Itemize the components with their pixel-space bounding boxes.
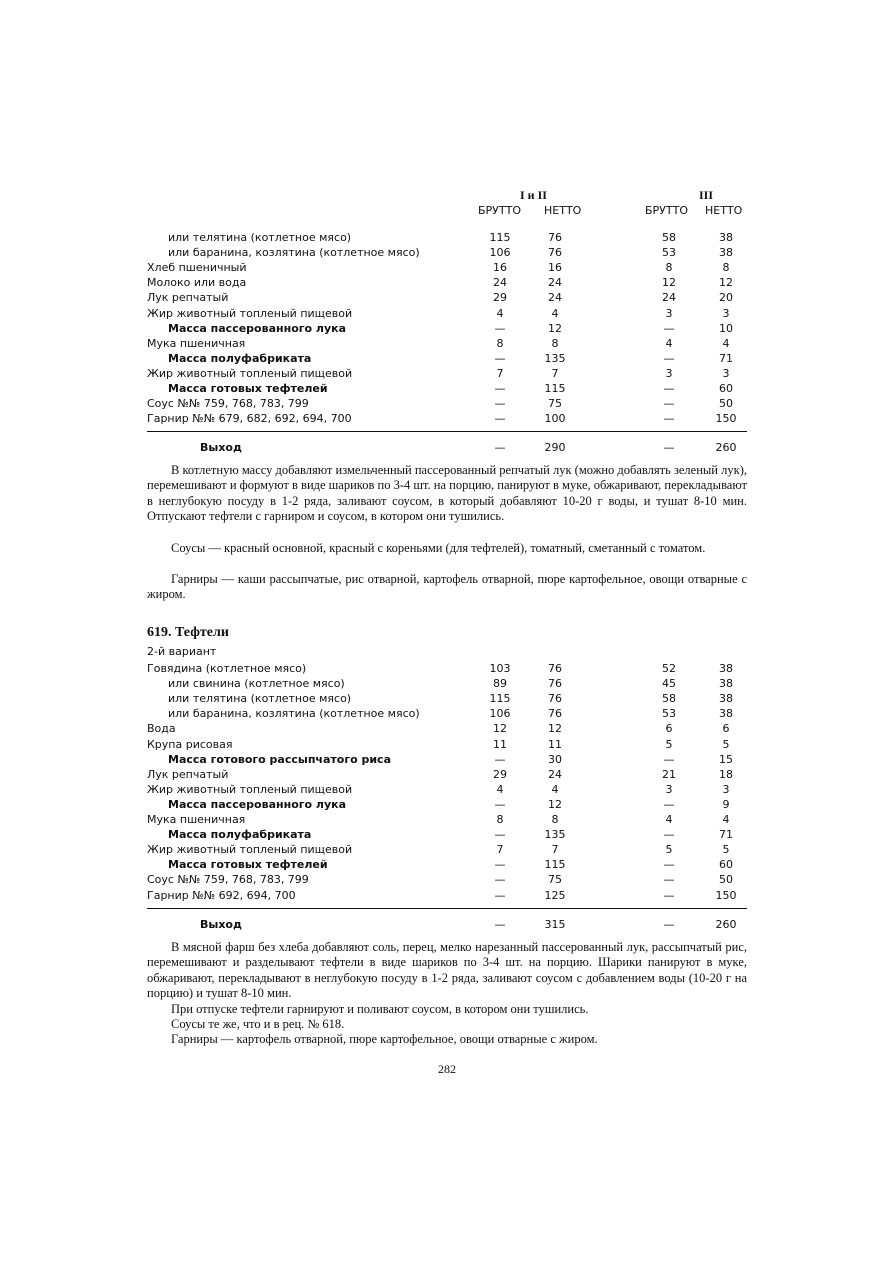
ingredient-name: или баранина, козлятина (котлетное мясо) bbox=[168, 707, 420, 721]
ingredient-name: Вода bbox=[147, 722, 176, 736]
cell: 135 bbox=[544, 351, 566, 365]
cell: 60 bbox=[719, 382, 733, 395]
cell: 12 bbox=[548, 321, 562, 335]
ingredient-name: или телятина (котлетное мясо) bbox=[168, 692, 352, 706]
column-brutto-1: БРУТТО bbox=[478, 204, 521, 217]
cell: 38 bbox=[719, 677, 733, 691]
ingredient-name: Жир животный топленый пищевой bbox=[147, 782, 353, 796]
ingredient-name: Жир животный топленый пищевой bbox=[147, 843, 353, 857]
cell: 38 bbox=[719, 246, 733, 260]
table-row bbox=[0, 812, 893, 827]
column-brutto-2: БРУТТО bbox=[645, 204, 688, 217]
recipe-variant: 2-й вариант bbox=[147, 645, 217, 658]
cell: 58 bbox=[662, 231, 676, 244]
ingredient-name: Крупа рисовая bbox=[147, 737, 233, 751]
cell: 315 bbox=[544, 918, 566, 931]
cell: — bbox=[494, 858, 506, 872]
sauces-paragraph: Соусы — красный основной, красный с кореньями (для тефтелей), томатный, сметанный с томатом. bbox=[171, 541, 706, 555]
table-row bbox=[0, 872, 893, 887]
cell: 75 bbox=[548, 397, 562, 411]
cell: 71 bbox=[719, 828, 733, 842]
recipe-title: 619. Тефтели bbox=[147, 625, 229, 640]
cell: 58 bbox=[662, 692, 676, 706]
cell: 9 bbox=[722, 797, 730, 811]
cell: 106 bbox=[489, 707, 511, 721]
cell: 5 bbox=[722, 843, 730, 857]
cell: 6 bbox=[665, 722, 673, 736]
method-paragraph: В мясной фарш без хлеба добавляют соль, перец, мелко нарезанный пассерованный лук, рассыпчатый рис, перемешивают и разделывают тефтели в виде шариков по 3-4 шт. на порцию. Шарики панируют в муке, обжаривают, перекладывают в неглубокую посуду в 1-2 ряда, заливают соусом с добавлением воды (10-20 г на порцию) и тушат 8-10 мин. bbox=[147, 940, 747, 1000]
cell: 3 bbox=[722, 306, 730, 320]
ingredient-name: или баранина, козлятина (котлетное мясо) bbox=[168, 246, 420, 260]
cell: 10 bbox=[719, 321, 733, 335]
ingredient-name: Гарнир №№ 679, 682, 692, 694, 700 bbox=[147, 412, 352, 426]
cell: — bbox=[663, 797, 675, 811]
cell: — bbox=[663, 918, 675, 931]
ingredient-name: Лук репчатый bbox=[147, 767, 229, 781]
ingredient-name: Масса пассерованного лука bbox=[168, 321, 347, 335]
column-netto-1: НЕТТО bbox=[544, 204, 582, 217]
cell: 150 bbox=[715, 412, 737, 426]
cell: — bbox=[494, 797, 506, 811]
table-row bbox=[0, 661, 893, 676]
cell: 21 bbox=[662, 767, 676, 781]
cell: 135 bbox=[544, 828, 566, 842]
cell: 7 bbox=[496, 843, 504, 857]
cell: 24 bbox=[493, 276, 507, 290]
ingredient-name: Соус №№ 759, 768, 783, 799 bbox=[147, 397, 309, 411]
cell: 45 bbox=[662, 677, 676, 691]
table-row bbox=[0, 752, 893, 767]
table-row bbox=[0, 721, 893, 736]
cell: 3 bbox=[665, 782, 673, 796]
cell: — bbox=[663, 858, 675, 872]
ingredient-name: Соус №№ 759, 768, 783, 799 bbox=[147, 873, 309, 887]
cell: 5 bbox=[665, 843, 673, 857]
output-label: Выход bbox=[200, 918, 242, 931]
cell: 260 bbox=[715, 918, 737, 931]
cell: — bbox=[494, 918, 506, 931]
cell: 4 bbox=[722, 813, 730, 826]
cell: 76 bbox=[548, 677, 562, 691]
cell: 60 bbox=[719, 858, 733, 872]
ingredient-name: или свинина (котлетное мясо) bbox=[168, 677, 345, 691]
cell: — bbox=[663, 351, 675, 365]
cell: 103 bbox=[489, 662, 511, 675]
cell: — bbox=[494, 752, 506, 766]
cell: 30 bbox=[548, 752, 562, 766]
cell: 29 bbox=[493, 767, 507, 781]
cell: 38 bbox=[719, 692, 733, 706]
cell: — bbox=[494, 321, 506, 335]
cell: 76 bbox=[548, 246, 562, 260]
ingredient-name: Масса пассерованного лука bbox=[168, 797, 347, 811]
cell: 38 bbox=[719, 662, 733, 675]
column-group-iii: III bbox=[699, 188, 714, 202]
ingredient-name: или телятина (котлетное мясо) bbox=[168, 231, 352, 244]
cell: 8 bbox=[722, 261, 730, 275]
table-row bbox=[0, 827, 893, 842]
table-row bbox=[0, 676, 893, 691]
cell: 5 bbox=[722, 737, 730, 751]
cell: 7 bbox=[551, 843, 559, 857]
cell: 52 bbox=[662, 662, 676, 675]
cell: 29 bbox=[493, 291, 507, 305]
cell: — bbox=[663, 321, 675, 335]
cell: 16 bbox=[548, 261, 562, 275]
cell: — bbox=[494, 351, 506, 365]
cell: — bbox=[663, 752, 675, 766]
cell: 53 bbox=[662, 707, 676, 721]
cell: 89 bbox=[493, 677, 507, 691]
cell: 75 bbox=[548, 873, 562, 887]
cell: 7 bbox=[551, 366, 559, 380]
cell: 100 bbox=[544, 412, 566, 426]
cell: 3 bbox=[722, 366, 730, 380]
cell: 8 bbox=[551, 813, 559, 826]
cell: — bbox=[494, 441, 506, 454]
ingredient-name: Масса готового рассыпчатого риса bbox=[168, 752, 392, 766]
cell: 3 bbox=[665, 366, 673, 380]
cell: 11 bbox=[493, 737, 507, 751]
garnish-paragraph: Гарниры — картофель отварной, пюре картофельное, овощи отварные с жиром. bbox=[171, 1032, 598, 1046]
ingredient-name: Говядина (котлетное мясо) bbox=[147, 662, 307, 675]
cell: 12 bbox=[493, 722, 507, 736]
sauces-paragraph: Соусы те же, что и в рец. № 618. bbox=[171, 1017, 345, 1031]
cell: 106 bbox=[489, 246, 511, 260]
ingredient-name: Масса полуфабриката bbox=[168, 351, 312, 365]
cell: — bbox=[663, 441, 675, 454]
cell: 12 bbox=[719, 276, 733, 290]
cell: — bbox=[494, 382, 506, 395]
cell: 76 bbox=[548, 692, 562, 706]
ingredient-name: Гарнир №№ 692, 694, 700 bbox=[147, 888, 296, 902]
cell: 290 bbox=[544, 441, 566, 454]
cell: — bbox=[494, 828, 506, 842]
table-row bbox=[0, 888, 893, 903]
cell: 4 bbox=[496, 782, 504, 796]
cell: — bbox=[663, 888, 675, 902]
cell: — bbox=[494, 412, 506, 426]
column-netto-2: НЕТТО bbox=[705, 204, 743, 217]
cell: 24 bbox=[548, 767, 562, 781]
cell: 12 bbox=[662, 276, 676, 290]
output-label: Выход bbox=[200, 441, 242, 454]
cell: 50 bbox=[719, 873, 733, 887]
cell: 6 bbox=[722, 722, 730, 736]
cell: 115 bbox=[489, 692, 511, 706]
table-row bbox=[0, 691, 893, 706]
cell: 3 bbox=[665, 306, 673, 320]
ingredient-name: Мука пшеничная bbox=[147, 813, 246, 826]
cell: — bbox=[663, 828, 675, 842]
cell: 38 bbox=[719, 231, 733, 244]
cell: 24 bbox=[548, 291, 562, 305]
ingredient-name: Масса готовых тефтелей bbox=[168, 858, 328, 872]
column-group-i-ii: I и II bbox=[520, 188, 547, 202]
cell: 20 bbox=[719, 291, 733, 305]
cell: — bbox=[663, 873, 675, 887]
cell: 260 bbox=[715, 441, 737, 454]
cell: 53 bbox=[662, 246, 676, 260]
cell: 8 bbox=[551, 336, 559, 350]
cell: 76 bbox=[548, 707, 562, 721]
cell: 7 bbox=[496, 366, 504, 380]
cell: 24 bbox=[548, 276, 562, 290]
cell: 71 bbox=[719, 351, 733, 365]
garnish-paragraph: Гарниры — каши рассыпчатые, рис отварной, картофель отварной, пюре картофельное, овощи отварные с жиром. bbox=[147, 572, 747, 602]
cell: 38 bbox=[719, 707, 733, 721]
cell: 18 bbox=[719, 767, 733, 781]
cell: — bbox=[663, 397, 675, 411]
ingredient-name: Хлеб пшеничный bbox=[147, 261, 247, 275]
cell: 12 bbox=[548, 797, 562, 811]
ingredient-name: Масса готовых тефтелей bbox=[168, 382, 328, 395]
cell: 125 bbox=[544, 888, 566, 902]
cell: — bbox=[494, 397, 506, 411]
cell: 16 bbox=[493, 261, 507, 275]
cell: 4 bbox=[551, 782, 559, 796]
table-row bbox=[0, 767, 893, 782]
cell: 4 bbox=[665, 336, 673, 350]
cell: 76 bbox=[548, 231, 562, 244]
cell: — bbox=[663, 382, 675, 395]
cell: 4 bbox=[722, 336, 730, 350]
cell: 8 bbox=[665, 261, 673, 275]
cell: 76 bbox=[548, 662, 562, 675]
table-rule bbox=[147, 908, 747, 909]
cell: — bbox=[494, 873, 506, 887]
cell: 15 bbox=[719, 752, 733, 766]
cell: 115 bbox=[544, 858, 566, 872]
cell: 5 bbox=[665, 737, 673, 751]
cell: 115 bbox=[489, 231, 511, 244]
table-row bbox=[0, 737, 893, 752]
cell: 3 bbox=[722, 782, 730, 796]
cell: 4 bbox=[496, 306, 504, 320]
ingredient-name: Жир животный топленый пищевой bbox=[147, 306, 353, 320]
ingredient-name: Жир животный топленый пищевой bbox=[147, 366, 353, 380]
cell: 12 bbox=[548, 722, 562, 736]
cell: 11 bbox=[548, 737, 562, 751]
page-number: 282 bbox=[438, 1062, 456, 1076]
ingredient-name: Мука пшеничная bbox=[147, 336, 246, 350]
cell: 8 bbox=[496, 813, 504, 826]
table-row bbox=[0, 857, 893, 872]
cell: 4 bbox=[551, 306, 559, 320]
table-row bbox=[0, 842, 893, 857]
cell: 50 bbox=[719, 397, 733, 411]
table-row bbox=[0, 782, 893, 797]
table-row bbox=[0, 797, 893, 812]
method-paragraph: В котлетную массу добавляют измельченный пассерованный репчатый лук (можно добавлять зеленый лук), перемешивают и формуют в виде шариков по 3-4 шт. на порцию, панируют в муке, обжаривают, перекладывают в неглубокую посуду в 1-2 ряда, заливают соусом, в который добавляют 10-20 г воды, и тушат 8-10 мин. Отпускают тефтели с гарниром и соусом, в котором они тушились. bbox=[147, 463, 747, 523]
cell: — bbox=[663, 412, 675, 426]
ingredient-name: Масса полуфабриката bbox=[168, 828, 312, 842]
table-row bbox=[0, 706, 893, 721]
ingredient-name: Лук репчатый bbox=[147, 291, 229, 305]
cell: 115 bbox=[544, 382, 566, 395]
output-row bbox=[0, 917, 893, 932]
cell: 8 bbox=[496, 336, 504, 350]
cell: 24 bbox=[662, 291, 676, 305]
serving-paragraph: При отпуске тефтели гарнируют и поливают соусом, в котором они тушились. bbox=[171, 1002, 589, 1016]
cell: 4 bbox=[665, 813, 673, 826]
cell: 150 bbox=[715, 888, 737, 902]
ingredient-name: Молоко или вода bbox=[147, 276, 247, 290]
cell: — bbox=[494, 888, 506, 902]
